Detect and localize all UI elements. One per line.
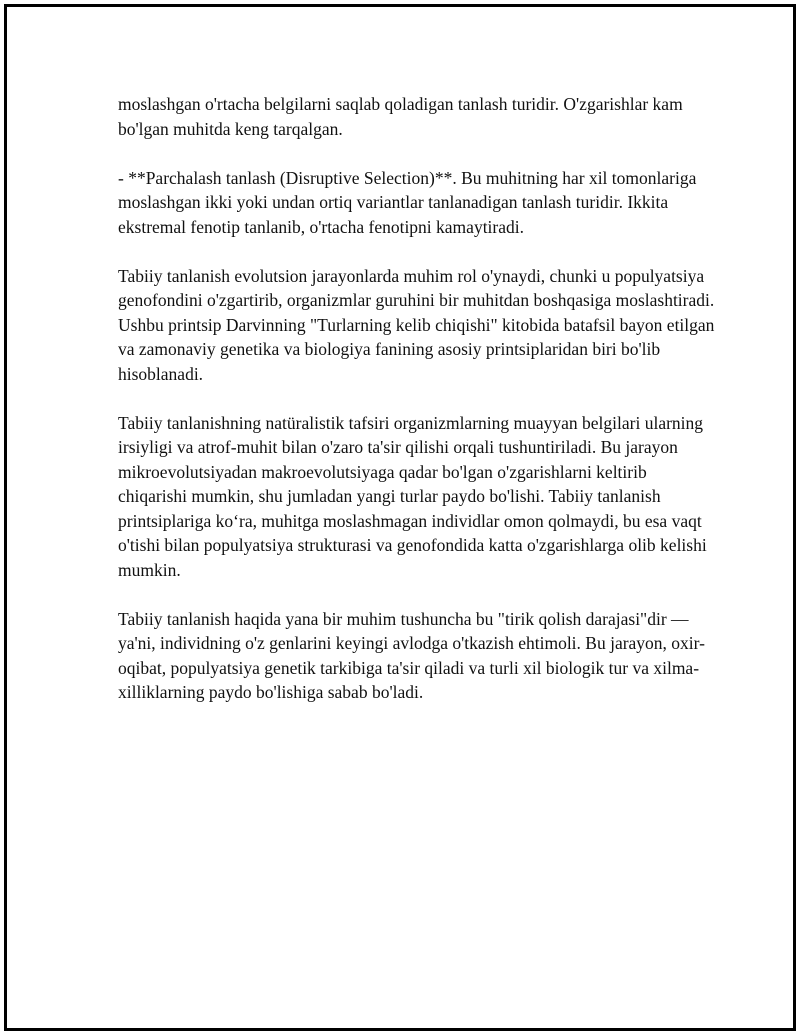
paragraph-2: - **Parchalash tanlash (Disruptive Selection)**. Bu muhitning har xil tomonlariga moslashgan ikki yoki undan ortiq variantlar tanlanadigan tanlash turidir. Ikkita ekstremal fenotip tanlanib, o'rtacha fenotipni kamaytiradi.: [118, 167, 697, 237]
paragraph-3: Tabiiy tanlanish evolutsion jarayonlarda muhim rol o'ynaydi, chunki u populyatsiya genofondini o'zgartirib, organizmlar guruhini bir muhitdan boshqasiga moslashtiradi. Ushbu printsip Darvinning "Turlarning kelib chiqishi" kitobida batafsil bayon etilgan va zamonaviy genetika va biologiya fanining asosiy printsiplaridan biri bo'lib hisoblanadi.: [118, 265, 715, 384]
document-body: [118, 92, 718, 729]
paragraph-4: Tabiiy tanlanishning natüralistik tafsiri organizmlarning muayyan belgilari ularning irsiyligi va atrof-muhit bilan o'zaro ta'sir qilishi orqali tushuntiriladi. Bu jarayon mikroevolutsiyadan makroevolutsiyaga qadar bo'lgan o'zgarishlarni keltirib chiqarishi mumkin, shu jumladan yangi turlar paydo bo'lishi. Tabiiy tanlanish printsiplariga ko‘ra, muhitga moslashmagan individlar omon qolmaydi, bu esa vaqt o'tishi bilan populyatsiya strukturasi va genofondida katta o'zgarishlarga olib kelishi mumkin.: [118, 412, 707, 580]
paragraph-1: moslashgan o'rtacha belgilarni saqlab qoladigan tanlash turidir. O'zgarishlar kam bo'lgan muhitda keng tarqalgan.: [118, 94, 683, 139]
paragraph-5: Tabiiy tanlanish haqida yana bir muhim tushuncha bu "tirik qolish darajasi"dir — ya'ni, individning o'z genlarini keyingi avlodga o'tkazish ehtimoli. Bu jarayon, oxir-oqibat, populyatsiya genetik tarkibiga ta'sir qiladi va turli xil biologik tur va xilma-xilliklarning paydo bo'lishiga sabab bo'ladi.: [118, 608, 705, 702]
